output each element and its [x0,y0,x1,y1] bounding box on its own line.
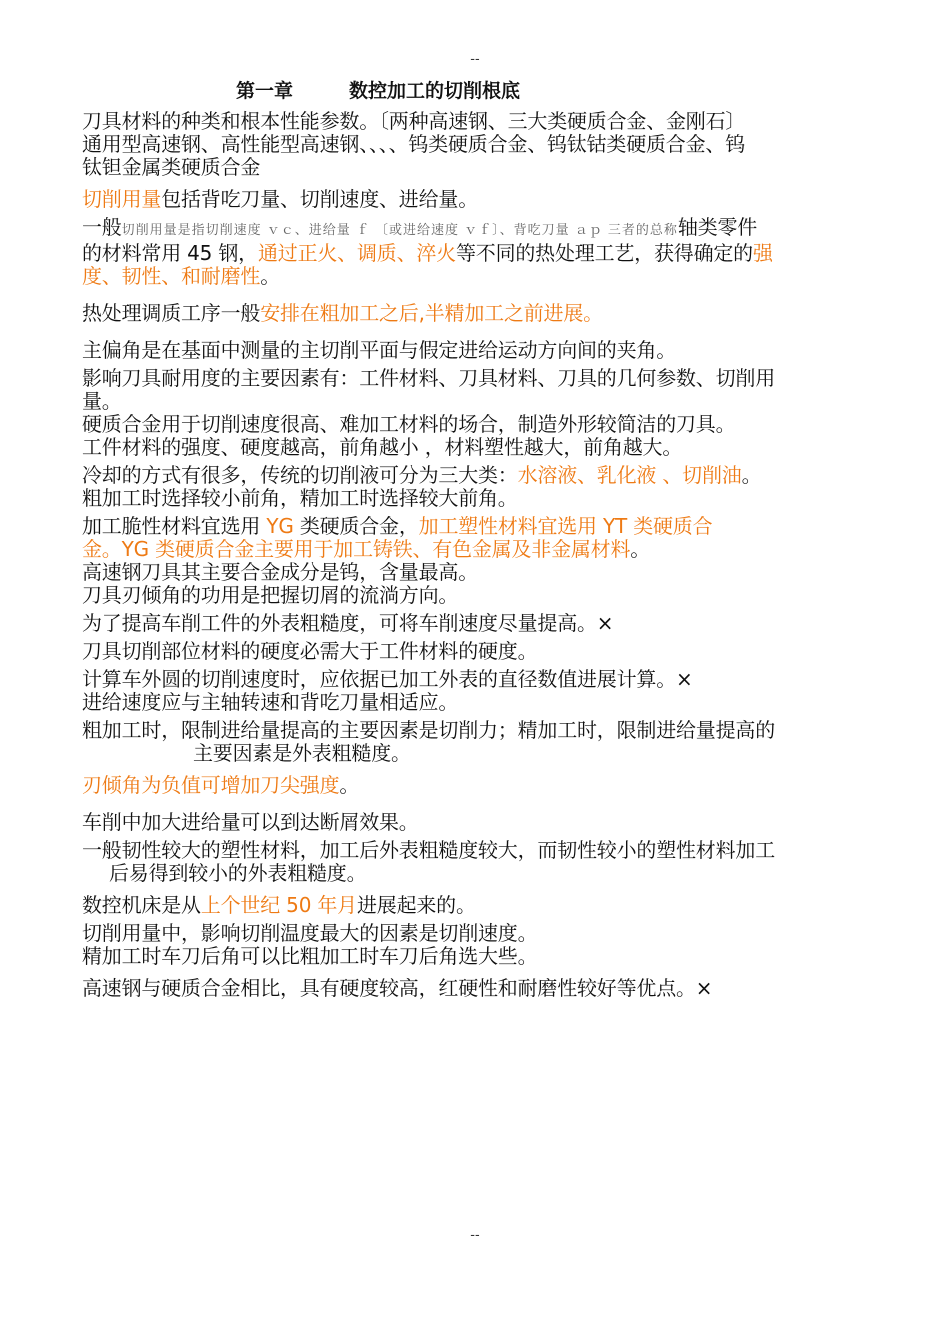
para-tool-types: 通用型高速钢、高性能型高速钢、、、、钨类硬质合金、钨钛钴类硬质合金、钨 [82,132,745,156]
para-hss-alloy: 高速钢刀具其主要合金成分是钨，含量最高。 [82,560,478,584]
chapter-name: 数控加工的切削根底 [349,80,521,102]
para-heat-treatment-cont: 度、韧性、和耐磨性。 [82,264,281,288]
para-inclination-angle: 刀具刃倾角的功用是把握切屑的流淌方向。 [82,583,459,607]
para-cooling: 冷却的方式有很多，传统的切削液可分为三大类：水溶液、乳化液 、切削油。 [82,463,762,487]
para-cnc-history: 数控机床是从上个世纪 50 年月进展起来的。 [82,893,476,917]
para-tool-hardness: 刀具切削部位材料的硬度必需大于工件材料的硬度。 [82,639,538,663]
para-tool-types-cont: 钛钽金属类硬质合金 [82,155,261,179]
para-roughness-speed: 为了提高车削工件的外表粗糙度，可将车削速度尽量提高。× [82,611,614,635]
para-chip-breaking: 车削中加大进给量可以到达断屑效果。 [82,810,419,834]
page-top-mark: -- [470,52,480,67]
inline-note: 切削用量是指切削速度 ｖｃ、进给量 ｆ 〔或进给速度 ｖｆ〕、背吃刀量 ａｐ 三者的总称 [121,223,678,238]
para-toughness: 一般韧性较大的塑性材料，加工后外表粗糙度较大，而韧性较小的塑性材料加工 [82,838,775,862]
para-feed-limit-cont: 主要因素是外表粗糙度。 [193,741,411,765]
para-main-angle: 主偏角是在基面中测量的主切削平面与假定进给运动方向间的夹角。 [82,338,676,362]
highlight-term: 切削用量 [82,187,162,211]
para-feed-rate: 进给速度应与主轴转速和背吃刀量相适应。 [82,690,459,714]
chapter-title [236,76,520,103]
document-body [82,110,882,1000]
para-negative-inclination: 刃倾角为负值可增加刀尖强度。 [82,773,360,797]
para-material-selection-cont: 金。YG 类硬质合金主要用于加工铸铁、有色金属及非金属材料。 [82,537,651,561]
para-rough-finish: 粗加工时选择较小前角，精加工时选择较大前角。 [82,486,518,510]
para-feed-limit: 粗加工时，限制进给量提高的主要因素是切削力；精加工时，限制进给量提高的 [82,718,775,742]
para-shaft-material: 一般切削用量是指切削速度 ｖｃ、进给量 ｆ 〔或进给速度 ｖｆ〕、背吃刀量 ａｐ 三者的总称轴类零件 [82,215,758,239]
para-quench-process: 热处理调质工序一般安排在粗加工之后,半精加工之前进展。 [82,301,603,325]
para-speed-calc: 计算车外圆的切削速度时，应依据已加工外表的直径数值进展计算。× [82,667,693,691]
chapter-number: 第一章 [236,80,294,102]
para-carbide-use: 硬质合金用于切削速度很高、难加工材料的场合，制造外形较简洁的刀具。 [82,412,736,436]
para-hss-vs-carbide: 高速钢与硬质合金相比，具有硬度较高，红硬性和耐磨性较好等优点。× [82,976,713,1000]
para-clearance-angle: 精加工时车刀后角可以比粗加工时车刀后角选大些。 [82,944,538,968]
page-bottom-mark: -- [470,1228,480,1243]
para-material-selection: 加工脆性材料宜选用 YG 类硬质合金，加工塑性材料宜选用 YT 类硬质合 [82,514,713,538]
para-tool-materials: 刀具材料的种类和根本性能参数。〔两种高速钢、三大类硬质合金、金刚石〕 [82,109,746,133]
para-tool-life: 影响刀具耐用度的主要因素有：工件材料、刀具材料、刀具的几何参数、切削用 [82,366,775,390]
para-heat-treatment: 的材料常用 45 钢，通过正火、调质、淬火等不同的热处理工艺，获得确定的强 [82,241,773,265]
para-cutting-temp: 切削用量中，影响切削温度最大的因素是切削速度。 [82,921,538,945]
para-tool-life-cont: 量。 [82,389,122,413]
para-cutting-amount: 切削用量包括背吃刀量、切削速度、进给量。 [82,187,479,211]
para-rake-angle: 工件材料的强度、硬度越高，前角越小 ，材料塑性越大，前角越大。 [82,435,683,459]
para-toughness-cont: 后易得到较小的外表粗糙度。 [109,861,367,885]
